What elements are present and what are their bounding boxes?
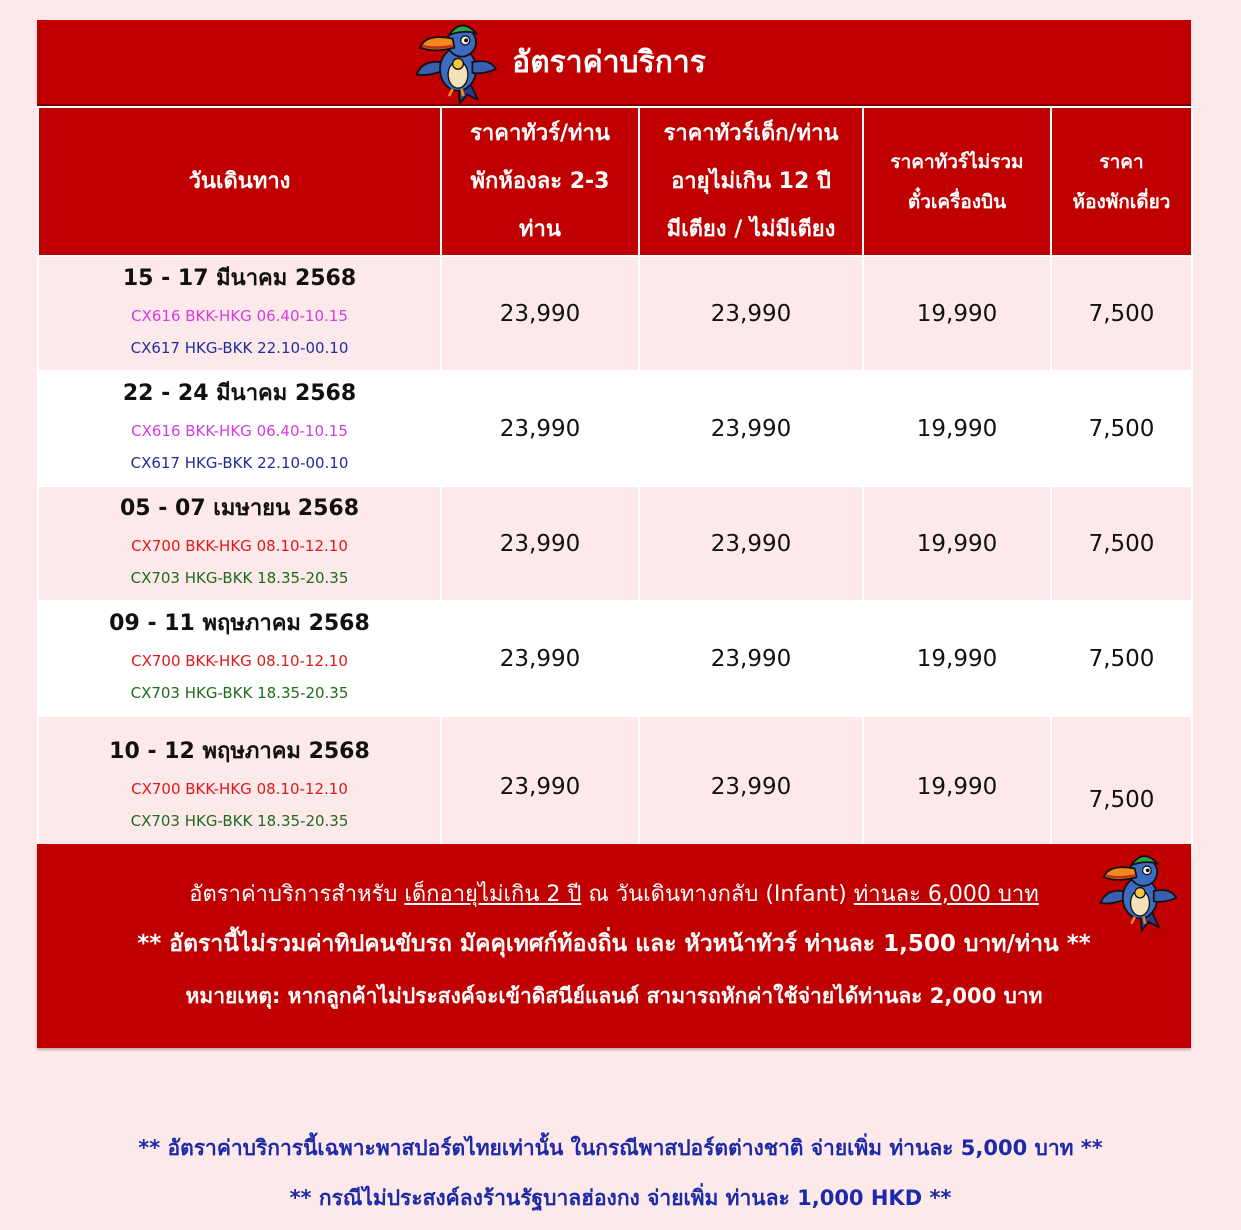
child-price: 23,990 [639, 601, 863, 716]
flight-return: CX703 HKG-BKK 18.35-20.35 [130, 811, 349, 830]
table-row [38, 716, 1192, 857]
travel-date: 22 - 24 มีนาคม 2568 [122, 380, 357, 406]
col-header-single-room: ราคา ห้องพักเดี่ยว [1051, 107, 1192, 256]
flight-outbound: CX700 BKK-HKG 08.10-12.10 [131, 536, 348, 555]
flight-outbound: CX616 BKK-HKG 06.40-10.15 [131, 421, 348, 440]
child-price: 23,990 [639, 716, 863, 857]
date-cell [38, 601, 441, 716]
flight-outbound: CX616 BKK-HKG 06.40-10.15 [131, 306, 348, 325]
no-ticket-price: 19,990 [863, 716, 1051, 857]
date-cell [38, 256, 441, 371]
adult-price: 23,990 [441, 601, 639, 716]
table-row [38, 601, 1192, 716]
passport-note: ** อัตราค่าบริการนี้เฉพาะพาสปอร์ตไทยเท่านั้น ในกรณีพาสปอร์ตต่างชาติ จ่ายเพิ่ม ท่านละ 5,000 บาท ** [138, 1136, 1103, 1160]
shop-note: ** กรณีไม่ประสงค์ลงร้านรัฐบาลฮ่องกง จ่ายเพิ่ม ท่านละ 1,000 HKD ** [289, 1186, 952, 1210]
rates-table [37, 106, 1193, 858]
col-header-no-ticket-price: ราคาทัวร์ไม่รวม ตั๋วเครื่องบิน [863, 107, 1051, 256]
col-header-date: วันเดินทาง [38, 107, 441, 256]
no-ticket-price: 19,990 [863, 371, 1051, 486]
table-row [38, 371, 1192, 486]
flight-outbound: CX700 BKK-HKG 08.10-12.10 [131, 779, 348, 798]
remark-note: หมายเหตุ: หากลูกค้าไม่ประสงค์จะเข้าดิสนีย์แลนด์ สามารถหักค่าใช้จ่ายได้ท่านละ 2,000 บาท [185, 984, 1043, 1008]
col-header-adult-price: ราคาทัวร์/ท่าน พักห้องละ 2-3 ท่าน [441, 107, 639, 256]
toucan-mascot-icon [1094, 848, 1186, 934]
page-title: อัตราค่าบริการ [512, 44, 706, 80]
travel-date: 15 - 17 มีนาคม 2568 [122, 265, 357, 291]
single-room-price: 7,500 [1051, 256, 1192, 371]
table-row [38, 256, 1192, 371]
table-header-row [38, 107, 1192, 256]
travel-date: 09 - 11 พฤษภาคม 2568 [109, 610, 370, 636]
child-price: 23,990 [639, 256, 863, 371]
adult-price: 23,990 [441, 371, 639, 486]
notes-box [37, 844, 1191, 1048]
flight-outbound: CX700 BKK-HKG 08.10-12.10 [131, 651, 348, 670]
toucan-mascot-icon [412, 17, 504, 107]
single-room-price: 7,500 [1051, 486, 1192, 601]
flight-return: CX617 HKG-BKK 22.10-00.10 [130, 453, 349, 472]
flight-return: CX617 HKG-BKK 22.10-00.10 [130, 338, 349, 357]
adult-price: 23,990 [441, 486, 639, 601]
no-ticket-price: 19,990 [863, 256, 1051, 371]
no-ticket-price: 19,990 [863, 486, 1051, 601]
col-header-child-price: ราคาทัวร์เด็ก/ท่าน อายุไม่เกิน 12 ปี มีเตียง / ไม่มีเตียง [639, 107, 863, 256]
child-price: 23,990 [639, 371, 863, 486]
flight-return: CX703 HKG-BKK 18.35-20.35 [130, 568, 349, 587]
travel-date: 05 - 07 เมษายน 2568 [119, 495, 360, 521]
no-ticket-price: 19,990 [863, 601, 1051, 716]
adult-price: 23,990 [441, 716, 639, 857]
single-room-price: 7,500 [1051, 716, 1192, 857]
title-banner [37, 20, 1191, 104]
adult-price: 23,990 [441, 256, 639, 371]
single-room-price: 7,500 [1051, 371, 1192, 486]
flight-return: CX703 HKG-BKK 18.35-20.35 [130, 683, 349, 702]
infant-rate-note: อัตราค่าบริการสำหรับ เด็กอายุไม่เกิน 2 ปี ณ วันเดินทางกลับ (Infant) ท่านละ 6,000 บาท [189, 882, 1039, 907]
date-cell [38, 486, 441, 601]
date-cell [38, 371, 441, 486]
child-price: 23,990 [639, 486, 863, 601]
date-cell [38, 716, 441, 857]
travel-date: 10 - 12 พฤษภาคม 2568 [109, 738, 370, 764]
single-room-price: 7,500 [1051, 601, 1192, 716]
tip-note: ** อัตรานี้ไม่รวมค่าทิปคนขับรถ มัคคุเทศก์ท้องถิ่น และ หัวหน้าทัวร์ ท่านละ 1,500 บาท/ท่าน ** [137, 931, 1091, 957]
table-row [38, 486, 1192, 601]
